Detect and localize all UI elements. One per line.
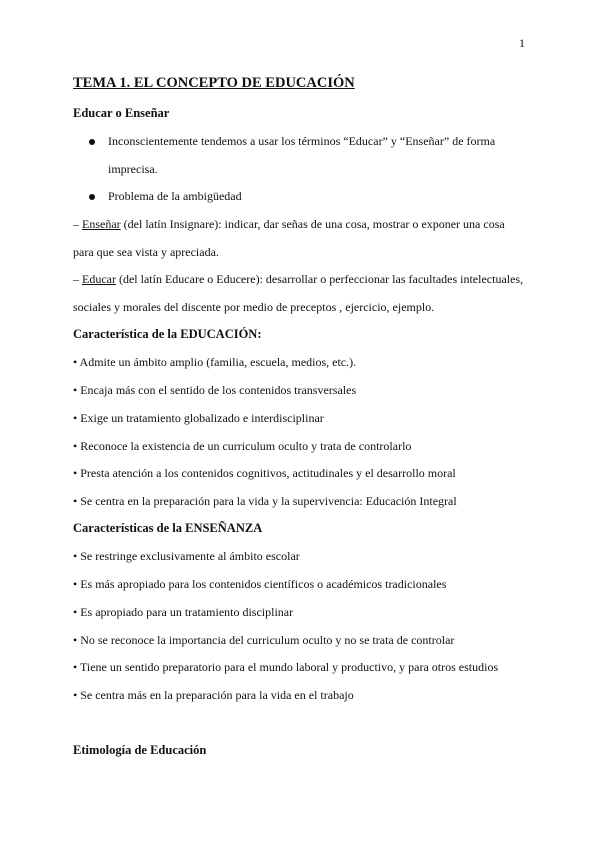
definition-dash: – [73,272,82,286]
list-item: • Admite un ámbito amplio (familia, escuela, medios, etc.). [73,355,357,369]
list-item: • Reconoce la existencia de un curriculum oculto y trata de controlarlo [73,439,412,453]
section-heading-ensenanza: Características de la ENSEÑANZA [73,521,263,535]
page-title: TEMA 1. EL CONCEPTO DE EDUCACIÓN [73,75,355,91]
list-item: • Encaja más con el sentido de los contenidos transversales [73,383,357,397]
section-heading-educacion: Característica de la EDUCACIÓN: [73,327,262,341]
definition-educar [73,272,523,287]
definition-text: (del latín Educare o Educere): desarrollar o perfeccionar las facultades intelectuales, [115,272,524,286]
page-number: 1 [519,36,525,50]
list-item: • Se restringe exclusivamente al ámbito escolar [73,549,300,563]
definition-continuation: sociales y morales del discente por medio de preceptos , ejercicio, ejemplo. [73,300,435,314]
list-item: • Exige un tratamiento globalizado e interdisciplinar [73,411,324,425]
list-item: • Es más apropiado para los contenidos científicos o académicos tradicionales [73,577,447,591]
definition-ensenar [73,217,505,232]
section-heading-etimologia: Etimología de Educación [73,743,207,757]
bullet-dot [89,194,95,200]
list-item: • No se reconoce la importancia del curriculum oculto y no se trata de controlar [73,633,455,647]
list-item: Problema de la ambigüedad [108,189,242,203]
definition-continuation: para que sea vista y apreciada. [73,245,219,259]
list-item: Inconscientemente tendemos a usar los términos “Educar” y “Enseñar” de forma [108,134,496,148]
bullet-dot [89,139,95,145]
definition-term: Educar [82,272,116,286]
list-item: • Tiene un sentido preparatorio para el mundo laboral y productivo, y para otros estudios [73,660,499,674]
list-item: • Es apropiado para un tratamiento disciplinar [73,605,294,619]
definition-term: Enseñar [82,217,121,231]
list-item-continuation: imprecisa. [108,162,158,176]
definition-text: (del latín Insignare): indicar, dar señas de una cosa, mostrar o exponer una cosa [120,217,505,231]
definition-dash: – [73,217,82,231]
list-item: • Presta atención a los contenidos cognitivos, actitudinales y el desarrollo moral [73,466,456,480]
list-item: • Se centra en la preparación para la vida y la supervivencia: Educación Integral [73,494,457,508]
list-item: • Se centra más en la preparación para la vida en el trabajo [73,688,354,702]
section-heading-educar-ensenar: Educar o Enseñar [73,106,170,120]
